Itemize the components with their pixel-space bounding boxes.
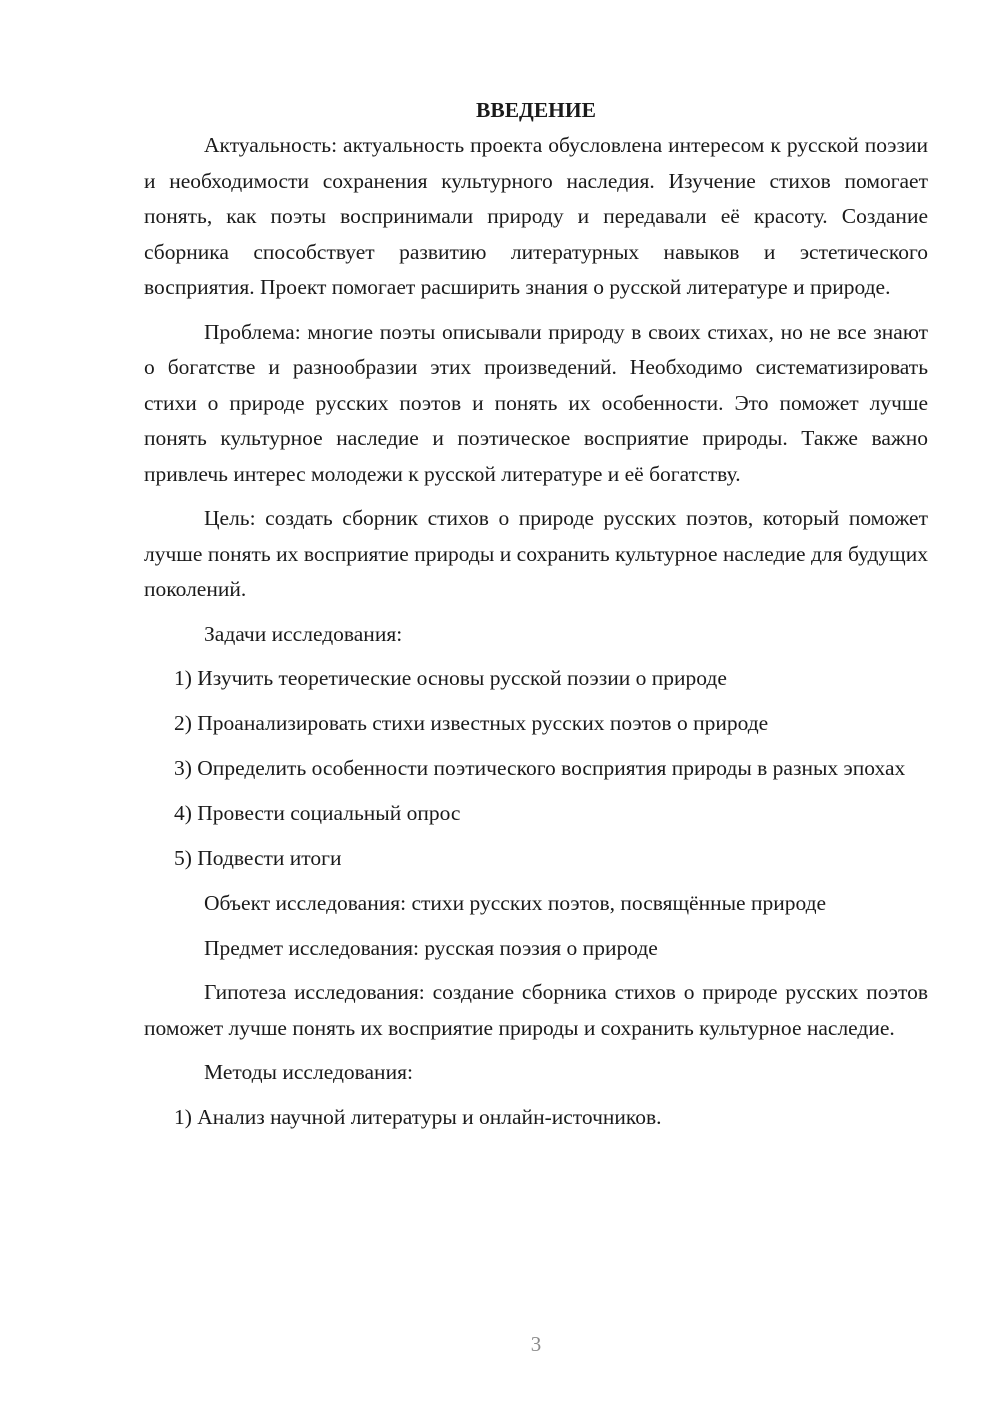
method-item: 1) Анализ научной литературы и онлайн-источников. [174,1104,662,1129]
page-number: 3 [530,1332,542,1356]
goal-paragraph: Цель: создать сборник стихов о природе русских поэтов, который поможет лучше понять их восприятие природы и сохранить культурное наследие для будущих поколений. [144,506,928,601]
page-content [144,94,928,1145]
task-item: 5) Подвести итоги [174,846,342,870]
object-paragraph: Объект исследования: стихи русских поэтов, посвящённые природе [204,891,827,915]
task-item: 2) Проанализировать стихи известных русских поэтов о природе [174,711,769,735]
tasks-heading: Задачи исследования: [204,621,403,646]
problem-paragraph: Проблема: многие поэты описывали природу в своих стихах, но не все знают о богатстве и разнообразии этих произведений. Необходимо систематизировать стихи о природе русских поэтов и понять их особенности. Это поможет лучше понять культурное наследие и поэтическое восприятие природы. Также важно привлечь интерес молодежи к русской литературе и её богатству. [144,319,928,486]
subject-paragraph: Предмет исследования: русская поэзия о природе [204,935,658,960]
hypothesis-paragraph: Гипотеза исследования: создание сборника стихов о природе русских поэтов поможет лучше понять их восприятие природы и сохранить культурное наследие. [144,980,928,1040]
task-item: 3) Определить особенности поэтического восприятия природы в разных эпохах [174,756,906,780]
task-item: 4) Провести социальный опрос [174,801,461,825]
section-title: ВВЕДЕНИЕ [476,98,596,122]
relevance-paragraph: Актуальность: актуальность проекта обусловлена интересом к русской поэзии и необходимости сохранения культурного наследия. Изучение стихов помогает понять, как поэты воспринимали природу и передавали её красоту. Создание сборника способствует развитию литературных навыков и эстетического восприятия. Проект помогает расширить знания о русской литературе и природе. [144,133,928,299]
task-item: 1) Изучить теоретические основы русской поэзии о природе [174,666,727,690]
methods-heading: Методы исследования: [204,1060,413,1084]
